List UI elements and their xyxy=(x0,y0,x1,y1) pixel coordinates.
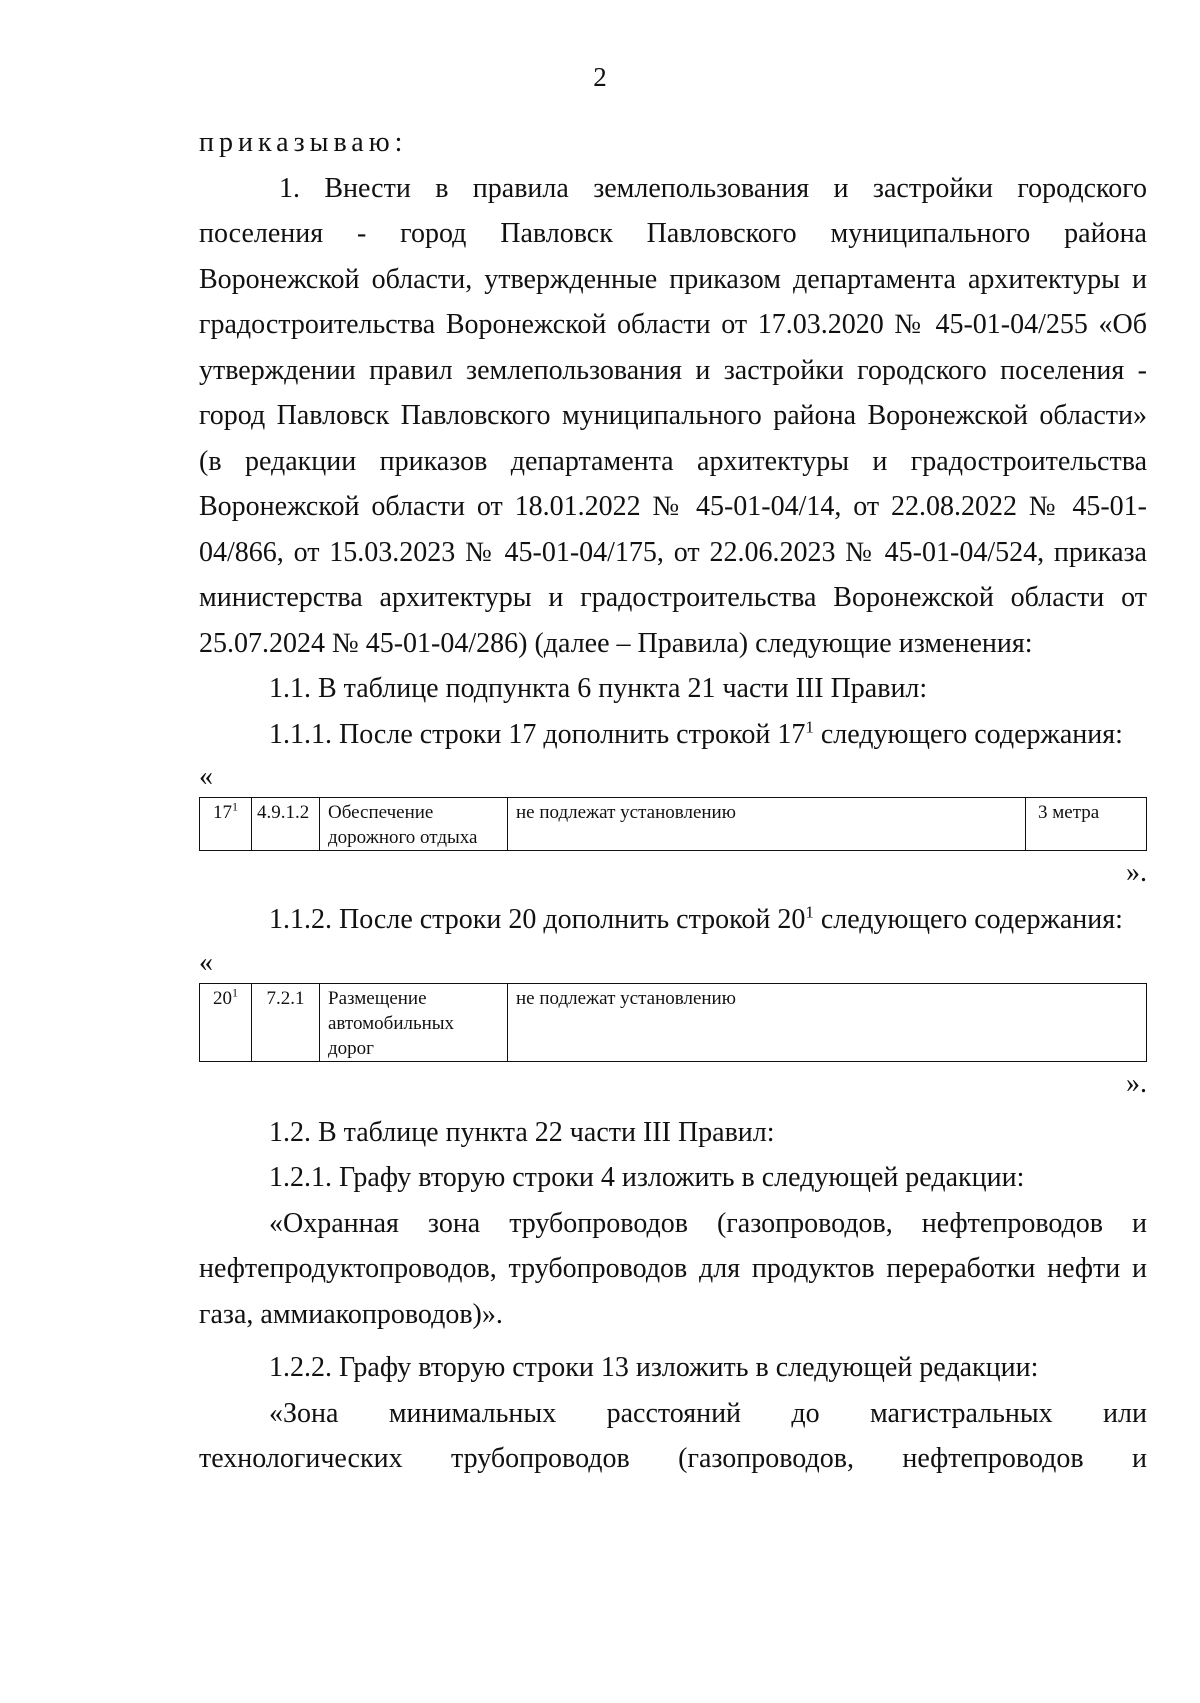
quote-close-mark: ». xyxy=(1126,1067,1147,1099)
word: минимальных xyxy=(388,1397,557,1429)
quote-close-mark: ». xyxy=(1126,857,1147,888)
amendment-table-row-17-1 xyxy=(199,797,1147,851)
quote-1-2-2-line-1 xyxy=(199,1391,1147,1437)
word: или xyxy=(1103,1397,1147,1429)
word: «Зона xyxy=(269,1397,339,1429)
word: (газопроводов, xyxy=(678,1443,854,1474)
paragraph-1-1-1-text: 1.1.1. После строки 17 дополнить строкой 17 xyxy=(269,718,806,750)
paragraph-1-2-1: 1.2.1. Графу вторую строки 4 изложить в следующей редакции: xyxy=(269,1162,1025,1193)
row-number-sup: 1 xyxy=(232,985,238,1000)
word: магистральных xyxy=(870,1397,1053,1429)
name-cell: Обеспечение дорожного отдыха xyxy=(320,798,508,851)
name-cell: Размещение автомобильных дорог xyxy=(320,983,508,1061)
row-number: 20 xyxy=(213,987,232,1009)
superscript: 1 xyxy=(805,717,814,737)
table-row xyxy=(200,983,1147,1061)
paragraph-1-1-1 xyxy=(199,712,1147,758)
table-row xyxy=(200,798,1147,851)
paragraph-1-1-1-tail: следующего содержания: xyxy=(813,718,1123,750)
page-number: 2 xyxy=(593,62,607,92)
code-cell: 7.2.1 xyxy=(252,983,320,1061)
word: трубопроводов xyxy=(450,1443,630,1474)
paragraph-1-2: 1.2. В таблице пункта 22 части III Правил: xyxy=(269,1116,775,1148)
params-cell: не подлежат установлению xyxy=(508,798,1026,851)
code-cell: 4.9.1.2 xyxy=(252,798,320,851)
quote-1-2-1: «Охранная зона трубопроводов (газопроводов, нефтепроводов и нефтепродуктопроводов, трубопроводов для продуктов переработки нефти и газа, аммиакопроводов)». xyxy=(199,1207,1147,1330)
word: расстояний xyxy=(606,1397,742,1429)
order-word: приказываю: xyxy=(199,127,408,158)
word: нефтепроводов xyxy=(902,1443,1084,1474)
row-number-cell xyxy=(200,983,252,1061)
paragraph-1: 1. Внести в правила землепользования и застройки городского поселения - город Павловск Павловского муниципального района Воронежской области, утвержденные приказом департамента архитектуры и градостроительства Воронежской области от 17.03.2020 № 45-01-04/255 «Об утверждении правил землепользования и застройки городского поселения - город Павловск Павловского муниципального района Воронежской области» (в редакции приказов департамента архитектуры и градостроительства Воронежской области от 18.01.2022 № 45-01-04/14, от 22.08.2022 № 45-01-04/866, от 15.03.2023 № 45-01-04/175, от 22.06.2023 № 45-01-04/524, приказа министерства архитектуры и градостроительства Воронежской области от 25.07.2024 № 45-01-04/286) (далее – Правила) следующие изменения: xyxy=(199,172,1147,659)
row-number-sup: 1 xyxy=(232,799,238,814)
quote-open-mark: « xyxy=(199,946,213,978)
paragraph-1-1-2 xyxy=(199,897,1147,943)
paragraph-1-1-2-tail: следующего содержания: xyxy=(813,904,1123,935)
document-body xyxy=(199,120,1147,1482)
word: до xyxy=(791,1397,820,1429)
superscript: 1 xyxy=(805,902,814,922)
paragraph-1-1: 1.1. В таблице подпункта 6 пункта 21 части III Правил: xyxy=(269,673,928,704)
quote-open-mark: « xyxy=(199,761,213,792)
row-number: 17 xyxy=(213,802,232,823)
amendment-table-row-20-1 xyxy=(199,983,1147,1062)
paragraph-1-2-2: 1.2.2. Графу вторую строки 13 изложить в следующей редакции: xyxy=(269,1352,1039,1383)
word: и xyxy=(1132,1443,1147,1474)
params-cell: не подлежат установлению xyxy=(508,983,1147,1061)
value-cell: 3 метра xyxy=(1026,798,1147,851)
quote-1-2-2-line-2 xyxy=(199,1436,1147,1482)
word: технологических xyxy=(199,1443,403,1474)
row-number-cell xyxy=(200,798,252,851)
paragraph-1-1-2-text: 1.1.2. После строки 20 дополнить строкой 20 xyxy=(269,904,806,935)
